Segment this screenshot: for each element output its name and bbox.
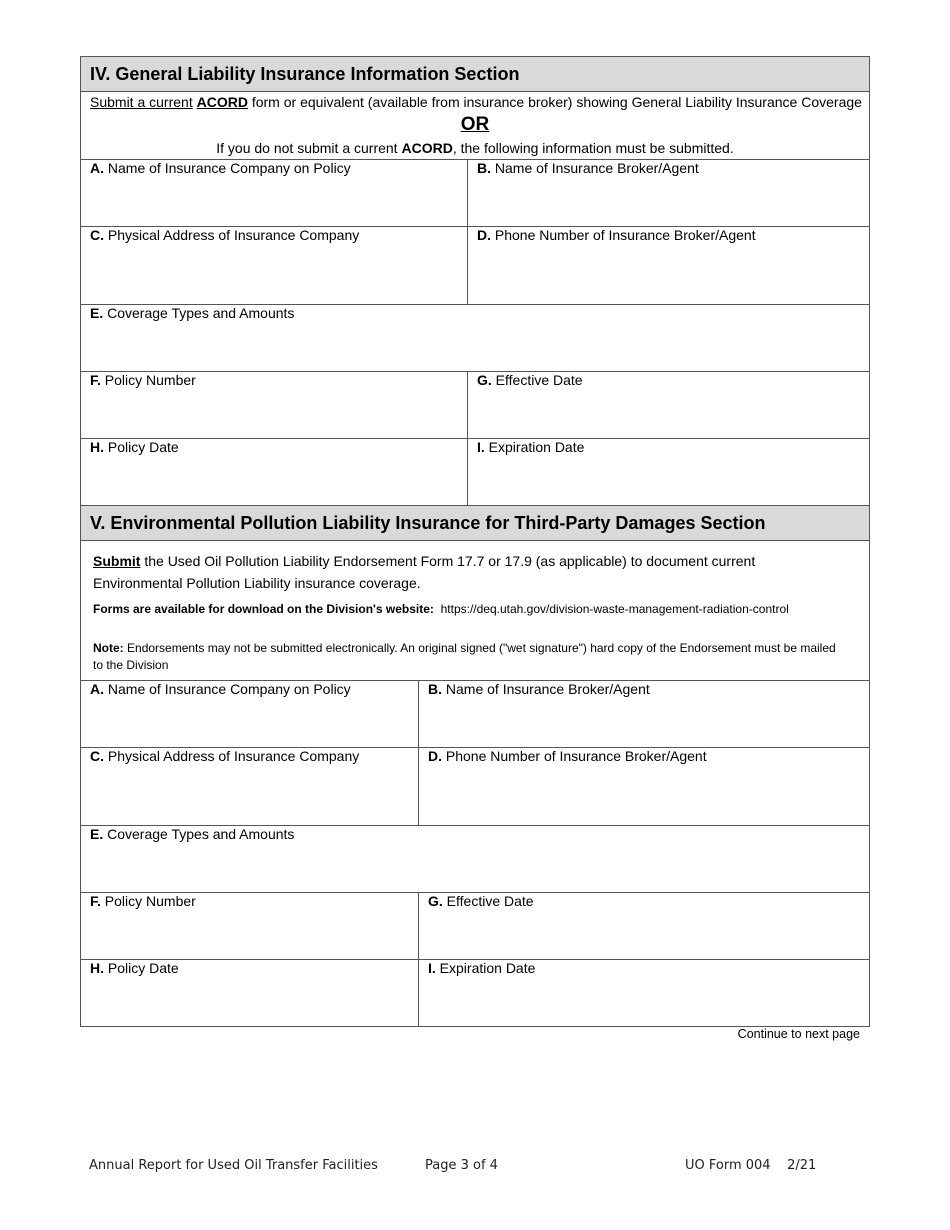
field-label: Policy Date [107, 439, 179, 455]
field-label: Phone Number of Insurance Broker/Agent [494, 227, 756, 243]
submit-word: Submit [93, 553, 141, 569]
s4-field-expiration-date[interactable] [467, 439, 869, 505]
field-key: G. [477, 372, 492, 388]
endorsement-instruction [93, 550, 859, 594]
s5-row-ab [81, 681, 869, 748]
forms-download-note [93, 602, 859, 616]
note-paragraph [93, 640, 839, 674]
s4-field-company-name[interactable] [81, 160, 467, 226]
field-label: Policy Number [104, 372, 196, 388]
s5-field-company-name[interactable] [81, 681, 418, 747]
field-label: Coverage Types and Amounts [107, 826, 295, 842]
field-label: Policy Date [107, 960, 179, 976]
footer-title: Annual Report for Used Oil Transfer Facilities [89, 1158, 378, 1173]
section-iv-title: IV. General Liability Insurance Information Section [90, 63, 520, 84]
field-label: Physical Address of Insurance Company [107, 227, 360, 243]
field-key: I. [428, 960, 436, 976]
endorsement-instruction-line1: the Used Oil Pollution Liability Endorsement Form 17.7 or 17.9 (as applicable) to document current [144, 553, 756, 569]
field-label: Name of Insurance Company on Policy [107, 681, 351, 697]
s5-field-effective-date[interactable] [418, 893, 869, 959]
field-label: Policy Number [104, 893, 196, 909]
note-text: Endorsements may not be submitted electronically. An original signed ("wet signature") hard copy of the Endorsement must be mailed to the Division [93, 641, 836, 672]
endorsement-instruction-line2: Environmental Pollution Liability insurance coverage. [93, 575, 421, 591]
field-key: B. [477, 160, 491, 176]
field-label: Phone Number of Insurance Broker/Agent [445, 748, 707, 764]
s5-field-policy-date[interactable] [81, 960, 418, 1026]
continue-note: Continue to next page [737, 1027, 860, 1041]
s4-row-cd [81, 227, 869, 305]
s4-field-effective-date[interactable] [467, 372, 869, 438]
field-key: F. [90, 372, 101, 388]
field-label: Effective Date [446, 893, 534, 909]
field-key: F. [90, 893, 101, 909]
s4-field-policy-date[interactable] [81, 439, 467, 505]
s4-row-ab [81, 160, 869, 227]
s5-field-broker-name[interactable] [418, 681, 869, 747]
acord-term: ACORD [196, 94, 248, 110]
s5-row-fg [81, 893, 869, 960]
field-label: Name of Insurance Company on Policy [107, 160, 351, 176]
field-key: A. [90, 160, 104, 176]
field-key: G. [428, 893, 443, 909]
s5-field-expiration-date[interactable] [418, 960, 869, 1026]
note-label: Note: [93, 641, 124, 655]
field-key: I. [477, 439, 485, 455]
field-label: Effective Date [495, 372, 583, 388]
section-iv-instructions [81, 92, 869, 160]
s5-field-policy-number[interactable] [81, 893, 418, 959]
field-key: B. [428, 681, 442, 697]
acord-instruction-rest: form or equivalent (available from insurance broker) showing General Liability Insurance Coverage [251, 94, 862, 110]
footer-page-number: Page 3 of 4 [425, 1158, 498, 1173]
if-not-post: , the following information must be submitted. [452, 140, 734, 156]
s5-row-cd [81, 748, 869, 826]
insurance-form [80, 56, 870, 1027]
field-key: E. [90, 826, 104, 842]
field-key: C. [90, 748, 104, 764]
acord-term-2: ACORD [401, 140, 453, 156]
s5-row-hi [81, 960, 869, 1027]
s5-row-e [81, 826, 869, 893]
footer-form-id: UO Form 004 2/21 [685, 1158, 817, 1173]
section-iv-header [81, 57, 869, 92]
or-divider: OR [460, 114, 490, 135]
field-label: Expiration Date [488, 439, 585, 455]
forms-download-label: Forms are available for download on the Division's website: [93, 602, 434, 616]
s4-field-broker-phone[interactable] [467, 227, 869, 304]
division-website-link[interactable]: https://deq.utah.gov/division-waste-management-radiation-control [440, 602, 789, 616]
field-label: Coverage Types and Amounts [107, 305, 295, 321]
if-not-submitted-note [81, 140, 869, 156]
field-label: Name of Insurance Broker/Agent [494, 160, 699, 176]
s4-field-broker-name[interactable] [467, 160, 869, 226]
field-label: Name of Insurance Broker/Agent [445, 681, 650, 697]
field-key: H. [90, 960, 104, 976]
s5-field-broker-phone[interactable] [418, 748, 869, 825]
s5-field-coverage-types[interactable] [81, 826, 869, 892]
field-label: Expiration Date [439, 960, 536, 976]
field-label: Physical Address of Insurance Company [107, 748, 360, 764]
field-key: D. [477, 227, 491, 243]
field-key: E. [90, 305, 104, 321]
section-v-instructions [81, 541, 869, 681]
s4-field-coverage-types[interactable] [81, 305, 869, 371]
submit-current-link: Submit a current [90, 94, 193, 110]
section-v-header [81, 506, 869, 541]
s4-row-hi [81, 439, 869, 506]
if-not-pre: If you do not submit a current [216, 140, 398, 156]
field-key: D. [428, 748, 442, 764]
s5-field-company-address[interactable] [81, 748, 418, 825]
field-key: C. [90, 227, 104, 243]
section-v-title: V. Environmental Pollution Liability Insurance for Third-Party Damages Section [90, 512, 766, 533]
field-key: A. [90, 681, 104, 697]
field-key: H. [90, 439, 104, 455]
acord-instruction [90, 94, 862, 110]
s4-field-company-address[interactable] [81, 227, 467, 304]
s4-row-e [81, 305, 869, 372]
s4-field-policy-number[interactable] [81, 372, 467, 438]
s4-row-fg [81, 372, 869, 439]
